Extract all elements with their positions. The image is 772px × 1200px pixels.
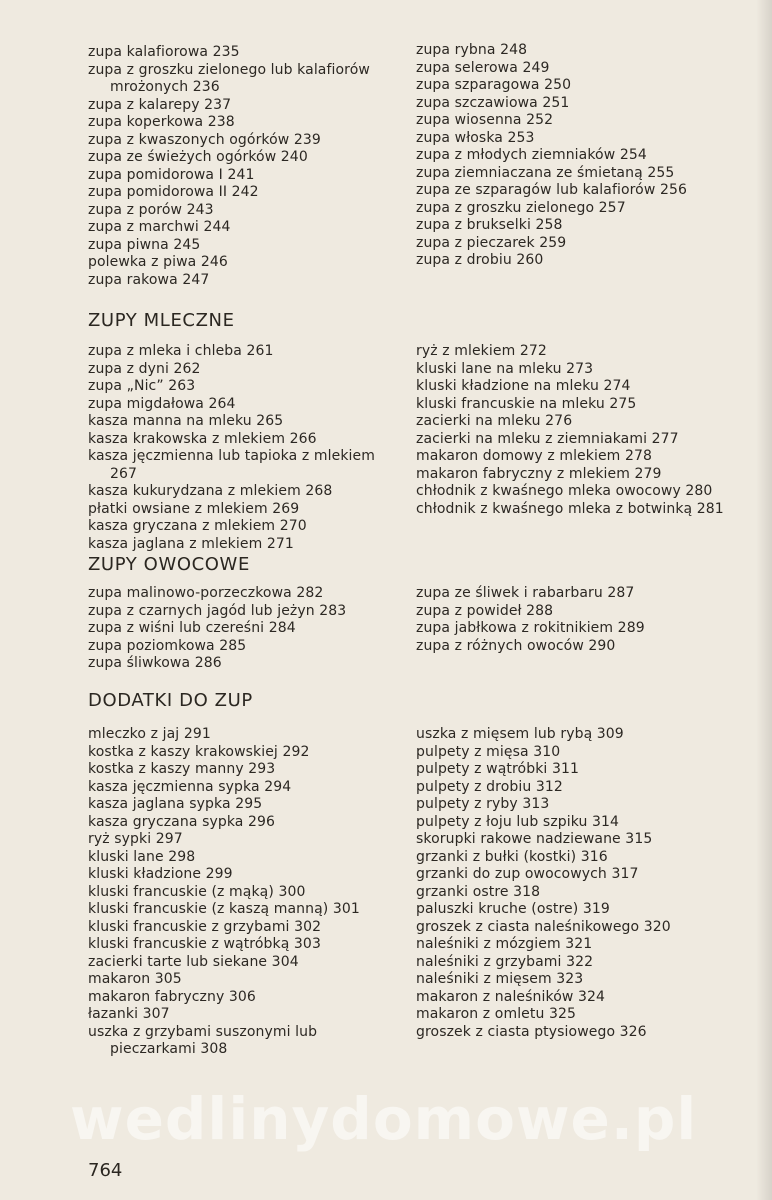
index-entry: zupa jabłkowa z rokitnikiem 289 [416, 620, 645, 636]
index-entry: kasza jaglana sypka 295 [88, 796, 263, 812]
index-entry: skorupki rakowe nadziewane 315 [416, 831, 653, 847]
index-entry: groszek z ciasta naleśnikowego 320 [416, 918, 671, 935]
index-entry: kasza jęczmienna lub tapioka z mlekiem 267 [88, 448, 375, 482]
index-entry: makaron z omletu 325 [416, 1006, 577, 1022]
section-2-left-column [88, 343, 400, 553]
index-entry: zupa szparagowa 250 [416, 77, 572, 93]
index-entry: ryż z mlekiem 272 [416, 343, 547, 359]
index-entry: makaron fabryczny z mlekiem 279 [416, 465, 662, 482]
index-entry: zupa rybna 248 [416, 42, 528, 58]
index-entry: makaron 305 [88, 971, 182, 987]
section-2-right-column [416, 343, 728, 518]
index-entry: zacierki na mleku 276 [416, 413, 573, 429]
index-entry: zacierki tarte lub siekane 304 [88, 953, 299, 970]
index-entry: naleśniki z grzybami 322 [416, 953, 594, 970]
index-entry: kluski lane 298 [88, 848, 196, 865]
index-entry: zupa ze świeżych ogórków 240 [88, 149, 308, 165]
index-entry: naleśniki z mózgiem 321 [416, 936, 593, 952]
index-entry: kluski francuskie (z mąką) 300 [88, 883, 306, 900]
index-entry: zupa piwna 245 [88, 236, 201, 253]
section-heading-zupy-mleczne: ZUPY MLECZNE [88, 310, 235, 331]
index-entry: pulpety z mięsa 310 [416, 743, 561, 760]
index-entry: zupa z mleka i chleba 261 [88, 343, 274, 359]
index-entry: pulpety z wątróbki 311 [416, 761, 579, 777]
index-entry: zupa z groszku zielonego 257 [416, 199, 626, 216]
index-entry: zupa z różnych owoców 290 [416, 637, 616, 654]
index-entry: zupa ziemniaczana ze śmietaną 255 [416, 164, 675, 181]
index-entry: zupa z powideł 288 [416, 602, 554, 619]
index-entry: chłodnik z kwaśnego mleka owocowy 280 [416, 483, 713, 499]
index-entry: paluszki kruche (ostre) 319 [416, 901, 610, 917]
index-entry: groszek z ciasta ptysiowego 326 [416, 1023, 647, 1040]
index-entry: zupa selerowa 249 [416, 59, 550, 76]
section-3-left-column [88, 585, 400, 673]
index-entry: zupa migdałowa 264 [88, 395, 236, 412]
watermark-text: wedlinydomowe.pl [70, 1085, 698, 1153]
index-entry: zupa z czarnych jagód lub jeżyn 283 [88, 602, 347, 619]
index-entry: kluski francuskie (z kaszą manną) 301 [88, 901, 360, 917]
index-entry: zupa z młodych ziemniaków 254 [416, 147, 647, 163]
index-entry: zupa poziomkowa 285 [88, 637, 247, 654]
index-entry: chłodnik z kwaśnego mleka z botwinką 281 [416, 500, 724, 517]
index-entry: zupa z dyni 262 [88, 360, 201, 377]
index-entry: zupa „Nic” 263 [88, 378, 196, 394]
index-entry: zupa z kalarepy 237 [88, 96, 232, 113]
index-entry: zupa śliwkowa 286 [88, 655, 222, 671]
index-entry: polewka z piwa 246 [88, 254, 228, 270]
section-4-left-column [88, 726, 400, 1059]
index-entry: pulpety z ryby 313 [416, 796, 550, 812]
index-entry: makaron z naleśników 324 [416, 988, 606, 1005]
index-entry: zupa kalafiorowa 235 [88, 44, 240, 60]
index-entry: makaron domowy z mlekiem 278 [416, 448, 652, 464]
index-entry: ryż sypki 297 [88, 831, 183, 847]
index-entry: zupa rakowa 247 [88, 271, 210, 288]
index-entry: kluski francuskie z wątróbką 303 [88, 936, 321, 952]
section-1-right-column [416, 42, 728, 270]
index-entry: zupa z groszku zielonego lub kalafiorów mrożonych 236 [88, 61, 370, 95]
index-entry: kluski francuskie z grzybami 302 [88, 918, 322, 935]
index-entry: zupa z drobiu 260 [416, 252, 544, 268]
index-entry: grzanki z bułki (kostki) 316 [416, 848, 608, 865]
index-entry: zupa włoska 253 [416, 129, 535, 146]
section-4-right-column [416, 726, 728, 1041]
index-entry: łazanki 307 [88, 1006, 170, 1022]
section-3-right-column [416, 585, 728, 655]
index-entry: płatki owsiane z mlekiem 269 [88, 500, 300, 517]
index-entry: zupa pomidorowa I 241 [88, 166, 255, 183]
index-entry: zupa malinowo-porzeczkowa 282 [88, 585, 324, 601]
index-entry: zupa z porów 243 [88, 201, 214, 218]
index-entry: naleśniki z mięsem 323 [416, 971, 584, 987]
index-entry: zupa ze śliwek i rabarbaru 287 [416, 585, 635, 601]
index-entry: zupa szczawiowa 251 [416, 94, 570, 111]
index-entry: uszka z mięsem lub rybą 309 [416, 726, 624, 742]
index-entry: kasza gryczana z mlekiem 270 [88, 518, 307, 534]
index-entry: kasza kukurydzana z mlekiem 268 [88, 483, 333, 499]
index-entry: uszka z grzybami suszonymi lub pieczarkami 308 [88, 1023, 318, 1057]
index-entry: kostka z kaszy krakowskiej 292 [88, 743, 310, 760]
index-entry: pulpety z drobiu 312 [416, 778, 563, 795]
index-entry: kasza jęczmienna sypka 294 [88, 778, 292, 795]
index-entry: zupa z marchwi 244 [88, 219, 231, 235]
index-entry: kasza jaglana z mlekiem 271 [88, 535, 294, 552]
index-entry: kasza gryczana sypka 296 [88, 813, 276, 830]
index-entry: kasza krakowska z mlekiem 266 [88, 430, 317, 447]
index-entry: mleczko z jaj 291 [88, 726, 211, 742]
section-heading-zupy-owocowe: ZUPY OWOCOWE [88, 554, 250, 575]
index-entry: kluski lane na mleku 273 [416, 360, 594, 377]
index-entry: zupa z brukselki 258 [416, 217, 563, 233]
index-entry: kostka z kaszy manny 293 [88, 761, 276, 777]
index-entry: zupa koperkowa 238 [88, 114, 235, 130]
page-number: 764 [88, 1160, 123, 1181]
index-entry: kluski kładzione 299 [88, 866, 233, 882]
index-entry: grzanki do zup owocowych 317 [416, 866, 639, 882]
index-entry: zupa ze szparagów lub kalafiorów 256 [416, 182, 687, 198]
index-entry: grzanki ostre 318 [416, 883, 541, 900]
index-entry: zupa z kwaszonych ogórków 239 [88, 131, 321, 148]
index-entry: zupa wiosenna 252 [416, 112, 554, 128]
index-entry: zupa z pieczarek 259 [416, 234, 567, 251]
index-entry: zupa z wiśni lub czereśni 284 [88, 620, 296, 636]
index-entry: pulpety z łoju lub szpiku 314 [416, 813, 620, 830]
section-heading-dodatki-do-zup: DODATKI DO ZUP [88, 690, 253, 711]
index-entry: kluski kładzione na mleku 274 [416, 378, 631, 394]
page-edge-shadow [756, 0, 772, 1200]
index-entry: makaron fabryczny 306 [88, 988, 256, 1005]
index-entry: kasza manna na mleku 265 [88, 413, 284, 429]
index-entry: zupa pomidorowa II 242 [88, 184, 259, 200]
index-entry: kluski francuskie na mleku 275 [416, 395, 637, 412]
section-1-left-column [88, 44, 400, 289]
index-entry: zacierki na mleku z ziemniakami 277 [416, 430, 679, 447]
